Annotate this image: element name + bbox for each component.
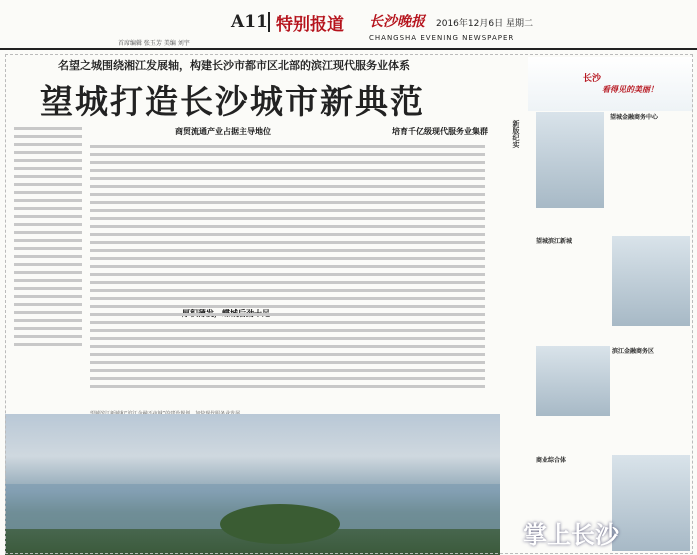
newspaper-logo: 长沙晚报	[369, 14, 425, 30]
editor-credits: 首席编辑 张玉芳 美编 刘宇	[118, 40, 190, 47]
subhead-3: 培育千亿级现代服务业集群	[392, 127, 488, 136]
section-title: 特别报道	[276, 15, 344, 35]
divider	[268, 12, 270, 32]
issue-number: A11	[231, 12, 268, 32]
masthead	[0, 0, 697, 50]
article-body	[90, 140, 485, 393]
rail-title-2: 望城滨江新城	[536, 238, 573, 245]
headline-kicker: 名望之城围绕湘江发展轴，构建长沙市都市区北部的滨江现代服务业体系	[58, 59, 410, 72]
rail-photo-2	[612, 236, 690, 326]
issue-date: 2016年12月6日 星期二	[436, 19, 533, 29]
rail-banner-tag: 看得见的美丽！	[602, 85, 658, 94]
city-photo	[5, 414, 500, 555]
newspaper-subtitle: CHANGSHA EVENING NEWSPAPER	[369, 34, 515, 42]
rail-title-1: 望城金融商务中心	[610, 114, 659, 121]
watermark: 掌上长沙	[523, 521, 619, 549]
rail-label: 新版纪实	[512, 120, 520, 148]
subhead-1: 商贸流通产业占据主导地位	[175, 127, 271, 136]
left-column	[14, 122, 82, 351]
rail-photo-1	[536, 112, 604, 208]
main-headline: 望城打造长沙城市新典范	[40, 82, 425, 121]
rail-photo-3	[536, 346, 610, 416]
rail-photo-4	[612, 455, 690, 551]
rail-banner-logo: 长沙	[583, 74, 602, 84]
rail-title-3: 滨江金融商务区	[612, 348, 655, 355]
rail-title-4: 商业综合体	[536, 457, 567, 464]
